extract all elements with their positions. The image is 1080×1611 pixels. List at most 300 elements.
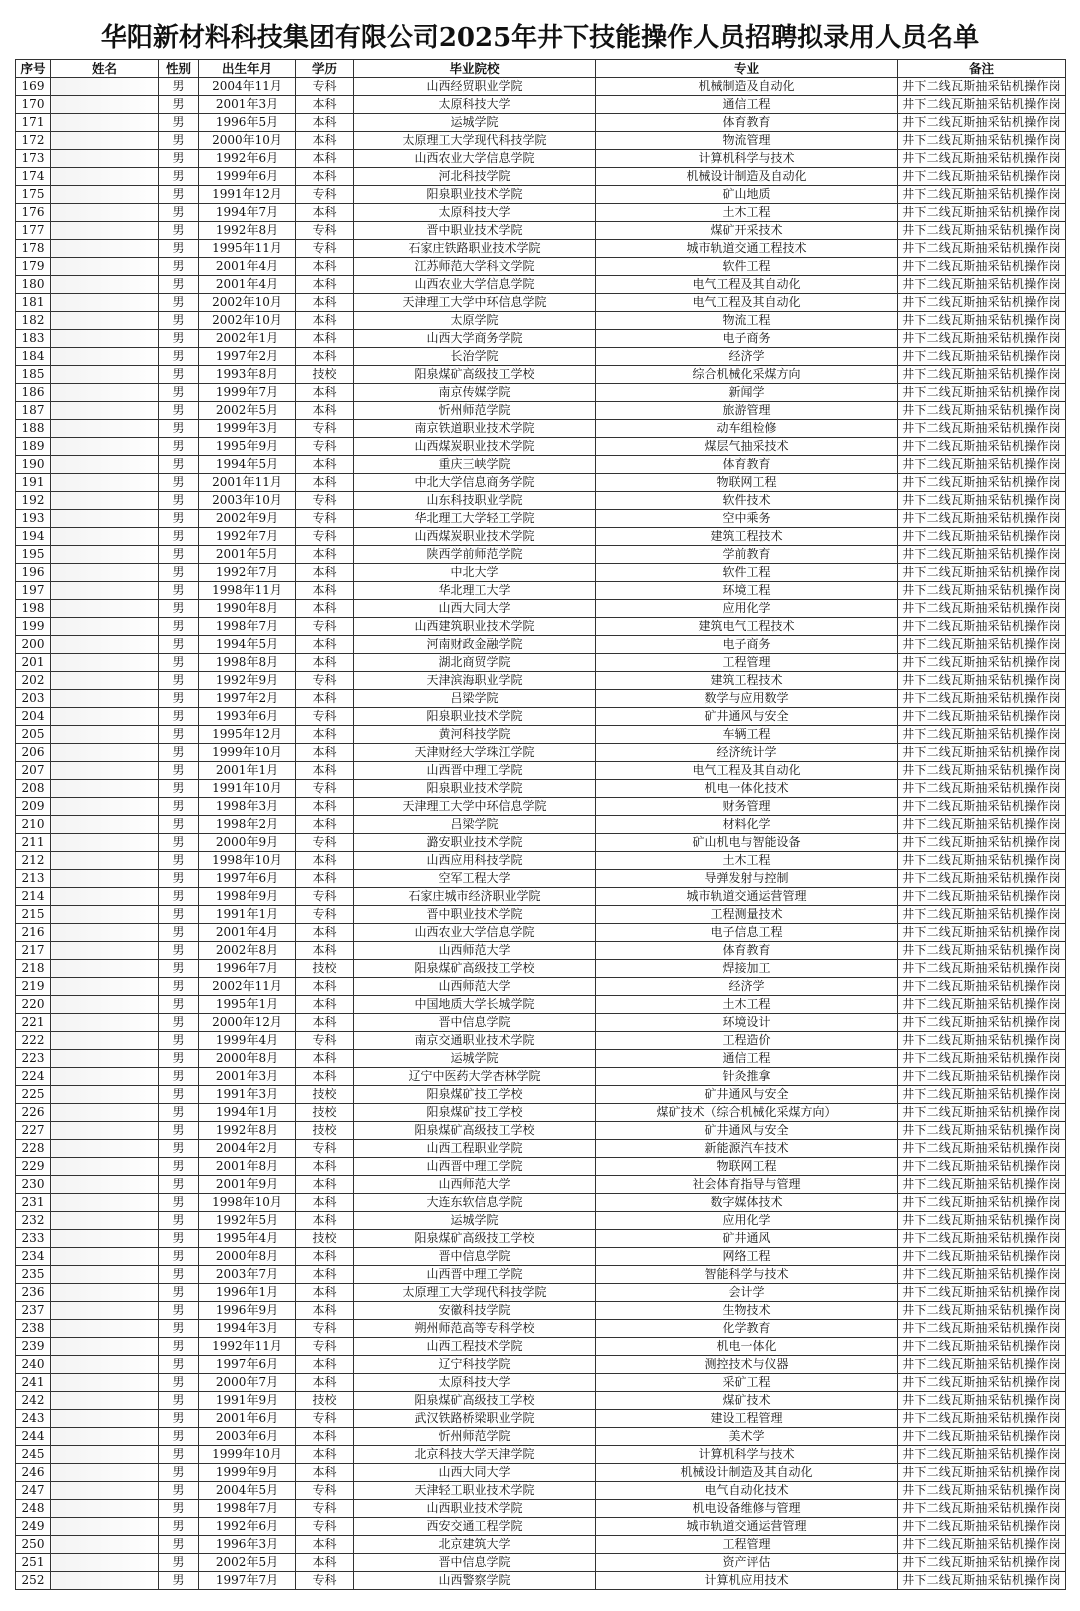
cell-name-redacted	[51, 852, 159, 870]
cell-remark: 井下二线瓦斯抽采钻机操作岗	[898, 672, 1066, 690]
cell-gender: 男	[159, 1302, 199, 1320]
cell-major: 生物技术	[596, 1302, 898, 1320]
cell-education: 本科	[296, 1284, 354, 1302]
cell-school: 江苏师范大学科文学院	[354, 258, 596, 276]
cell-major: 化学教育	[596, 1320, 898, 1338]
cell-name-redacted	[51, 978, 159, 996]
cell-education: 本科	[296, 762, 354, 780]
cell-education: 本科	[296, 348, 354, 366]
table-row	[16, 1464, 1066, 1482]
cell-birth-date: 1991年10月	[199, 780, 296, 798]
cell-gender: 男	[159, 978, 199, 996]
header-serial: 序号	[16, 60, 51, 78]
cell-education: 专科	[296, 906, 354, 924]
cell-gender: 男	[159, 348, 199, 366]
table-row	[16, 240, 1066, 258]
cell-gender: 男	[159, 438, 199, 456]
cell-remark: 井下二线瓦斯抽采钻机操作岗	[898, 618, 1066, 636]
cell-serial: 212	[16, 852, 51, 870]
cell-birth-date: 1999年6月	[199, 168, 296, 186]
cell-gender: 男	[159, 1014, 199, 1032]
cell-education: 本科	[296, 294, 354, 312]
cell-name-redacted	[51, 1392, 159, 1410]
table-row	[16, 564, 1066, 582]
cell-name-redacted	[51, 1572, 159, 1590]
table-row	[16, 1338, 1066, 1356]
cell-school: 天津财经大学珠江学院	[354, 744, 596, 762]
cell-gender: 男	[159, 366, 199, 384]
cell-name-redacted	[51, 294, 159, 312]
table-row	[16, 1050, 1066, 1068]
cell-serial: 175	[16, 186, 51, 204]
cell-school: 吕梁学院	[354, 690, 596, 708]
cell-major: 工程测量技术	[596, 906, 898, 924]
cell-birth-date: 2001年8月	[199, 1158, 296, 1176]
cell-education: 专科	[296, 708, 354, 726]
cell-birth-date: 1999年10月	[199, 744, 296, 762]
table-row	[16, 744, 1066, 762]
cell-gender: 男	[159, 1356, 199, 1374]
cell-major: 城市轨道交通工程技术	[596, 240, 898, 258]
cell-education: 本科	[296, 924, 354, 942]
cell-major: 工程管理	[596, 1536, 898, 1554]
cell-remark: 井下二线瓦斯抽采钻机操作岗	[898, 1248, 1066, 1266]
cell-serial: 233	[16, 1230, 51, 1248]
cell-major: 电子商务	[596, 330, 898, 348]
cell-gender: 男	[159, 654, 199, 672]
cell-birth-date: 2001年4月	[199, 276, 296, 294]
cell-birth-date: 1994年3月	[199, 1320, 296, 1338]
cell-serial: 187	[16, 402, 51, 420]
table-row	[16, 1572, 1066, 1590]
cell-birth-date: 1993年6月	[199, 708, 296, 726]
cell-major: 建筑电气工程技术	[596, 618, 898, 636]
table-row	[16, 726, 1066, 744]
table-row	[16, 1122, 1066, 1140]
cell-gender: 男	[159, 1230, 199, 1248]
cell-major: 机械制造及自动化	[596, 78, 898, 96]
cell-major: 煤矿技术（综合机械化采煤方向）	[596, 1104, 898, 1122]
cell-major: 会计学	[596, 1284, 898, 1302]
cell-major: 工程造价	[596, 1032, 898, 1050]
cell-gender: 男	[159, 114, 199, 132]
cell-serial: 182	[16, 312, 51, 330]
cell-gender: 男	[159, 1410, 199, 1428]
cell-education: 专科	[296, 528, 354, 546]
cell-gender: 男	[159, 330, 199, 348]
cell-name-redacted	[51, 1374, 159, 1392]
cell-education: 专科	[296, 1032, 354, 1050]
cell-school: 山西农业大学信息学院	[354, 150, 596, 168]
cell-serial: 200	[16, 636, 51, 654]
cell-remark: 井下二线瓦斯抽采钻机操作岗	[898, 96, 1066, 114]
cell-remark: 井下二线瓦斯抽采钻机操作岗	[898, 708, 1066, 726]
cell-name-redacted	[51, 510, 159, 528]
cell-school: 山西警察学院	[354, 1572, 596, 1590]
cell-major: 电子商务	[596, 636, 898, 654]
cell-birth-date: 1998年10月	[199, 1194, 296, 1212]
cell-serial: 180	[16, 276, 51, 294]
cell-education: 技校	[296, 1392, 354, 1410]
cell-birth-date: 2001年4月	[199, 258, 296, 276]
cell-serial: 220	[16, 996, 51, 1014]
cell-major: 电气工程及其自动化	[596, 762, 898, 780]
cell-major: 计算机科学与技术	[596, 1446, 898, 1464]
cell-remark: 井下二线瓦斯抽采钻机操作岗	[898, 1518, 1066, 1536]
cell-birth-date: 1991年3月	[199, 1086, 296, 1104]
cell-major: 工程管理	[596, 654, 898, 672]
cell-serial: 225	[16, 1086, 51, 1104]
cell-school: 石家庄城市经济职业学院	[354, 888, 596, 906]
cell-major: 矿井通风	[596, 1230, 898, 1248]
cell-school: 河北科技学院	[354, 168, 596, 186]
table-row	[16, 816, 1066, 834]
cell-major: 通信工程	[596, 96, 898, 114]
table-row	[16, 1014, 1066, 1032]
cell-gender: 男	[159, 1284, 199, 1302]
cell-birth-date: 2003年7月	[199, 1266, 296, 1284]
cell-serial: 228	[16, 1140, 51, 1158]
table-row	[16, 1230, 1066, 1248]
cell-school: 山西农业大学信息学院	[354, 924, 596, 942]
cell-gender: 男	[159, 1446, 199, 1464]
cell-school: 山西煤炭职业技术学院	[354, 528, 596, 546]
cell-name-redacted	[51, 834, 159, 852]
table-body	[16, 78, 1066, 1590]
cell-major: 城市轨道交通运营管理	[596, 888, 898, 906]
table-row	[16, 528, 1066, 546]
cell-education: 本科	[296, 1428, 354, 1446]
cell-education: 专科	[296, 1518, 354, 1536]
cell-education: 本科	[296, 456, 354, 474]
cell-remark: 井下二线瓦斯抽采钻机操作岗	[898, 366, 1066, 384]
cell-gender: 男	[159, 924, 199, 942]
cell-remark: 井下二线瓦斯抽采钻机操作岗	[898, 1554, 1066, 1572]
cell-school: 山西煤炭职业技术学院	[354, 438, 596, 456]
cell-gender: 男	[159, 1176, 199, 1194]
table-row	[16, 960, 1066, 978]
cell-birth-date: 1995年9月	[199, 438, 296, 456]
cell-school: 山西应用科技学院	[354, 852, 596, 870]
cell-major: 电气自动化技术	[596, 1482, 898, 1500]
cell-remark: 井下二线瓦斯抽采钻机操作岗	[898, 1320, 1066, 1338]
cell-education: 专科	[296, 1338, 354, 1356]
cell-remark: 井下二线瓦斯抽采钻机操作岗	[898, 654, 1066, 672]
cell-birth-date: 1997年6月	[199, 870, 296, 888]
cell-serial: 221	[16, 1014, 51, 1032]
cell-birth-date: 1996年3月	[199, 1536, 296, 1554]
cell-serial: 193	[16, 510, 51, 528]
cell-education: 专科	[296, 186, 354, 204]
cell-school: 山东科技职业学院	[354, 492, 596, 510]
cell-birth-date: 1997年7月	[199, 1572, 296, 1590]
cell-school: 西安交通工程学院	[354, 1518, 596, 1536]
cell-education: 本科	[296, 564, 354, 582]
cell-birth-date: 2001年9月	[199, 1176, 296, 1194]
cell-gender: 男	[159, 1320, 199, 1338]
cell-name-redacted	[51, 1464, 159, 1482]
cell-name-redacted	[51, 1266, 159, 1284]
cell-major: 动车组检修	[596, 420, 898, 438]
cell-school: 晋中信息学院	[354, 1014, 596, 1032]
cell-major: 采矿工程	[596, 1374, 898, 1392]
cell-education: 技校	[296, 1230, 354, 1248]
cell-serial: 170	[16, 96, 51, 114]
cell-gender: 男	[159, 1428, 199, 1446]
cell-school: 山西工程职业学院	[354, 1140, 596, 1158]
cell-education: 本科	[296, 1050, 354, 1068]
cell-name-redacted	[51, 708, 159, 726]
cell-major: 矿井通风与安全	[596, 1086, 898, 1104]
cell-birth-date: 2001年4月	[199, 924, 296, 942]
cell-remark: 井下二线瓦斯抽采钻机操作岗	[898, 546, 1066, 564]
cell-remark: 井下二线瓦斯抽采钻机操作岗	[898, 744, 1066, 762]
cell-birth-date: 1990年8月	[199, 600, 296, 618]
table-row	[16, 906, 1066, 924]
cell-education: 技校	[296, 1122, 354, 1140]
cell-birth-date: 2000年9月	[199, 834, 296, 852]
cell-major: 物流管理	[596, 132, 898, 150]
cell-gender: 男	[159, 762, 199, 780]
table-row	[16, 1392, 1066, 1410]
cell-education: 本科	[296, 168, 354, 186]
cell-school: 天津理工大学中环信息学院	[354, 798, 596, 816]
cell-birth-date: 1998年7月	[199, 1500, 296, 1518]
cell-school: 天津轻工职业技术学院	[354, 1482, 596, 1500]
cell-birth-date: 1991年9月	[199, 1392, 296, 1410]
table-row	[16, 852, 1066, 870]
cell-major: 体育教育	[596, 942, 898, 960]
cell-school: 运城学院	[354, 1050, 596, 1068]
cell-birth-date: 2001年11月	[199, 474, 296, 492]
table-row	[16, 330, 1066, 348]
cell-remark: 井下二线瓦斯抽采钻机操作岗	[898, 942, 1066, 960]
cell-remark: 井下二线瓦斯抽采钻机操作岗	[898, 330, 1066, 348]
table-row	[16, 1158, 1066, 1176]
table-row	[16, 420, 1066, 438]
cell-serial: 232	[16, 1212, 51, 1230]
cell-birth-date: 2001年6月	[199, 1410, 296, 1428]
cell-education: 技校	[296, 960, 354, 978]
table-row	[16, 1086, 1066, 1104]
cell-gender: 男	[159, 1536, 199, 1554]
cell-serial: 219	[16, 978, 51, 996]
cell-remark: 井下二线瓦斯抽采钻机操作岗	[898, 1086, 1066, 1104]
cell-school: 阳泉煤矿高级技工学校	[354, 960, 596, 978]
cell-serial: 213	[16, 870, 51, 888]
cell-education: 本科	[296, 1302, 354, 1320]
cell-birth-date: 1992年5月	[199, 1212, 296, 1230]
cell-major: 环境设计	[596, 1014, 898, 1032]
cell-name-redacted	[51, 996, 159, 1014]
cell-education: 本科	[296, 114, 354, 132]
cell-school: 天津理工大学中环信息学院	[354, 294, 596, 312]
cell-remark: 井下二线瓦斯抽采钻机操作岗	[898, 1194, 1066, 1212]
cell-major: 建设工程管理	[596, 1410, 898, 1428]
cell-gender: 男	[159, 456, 199, 474]
cell-gender: 男	[159, 1212, 199, 1230]
cell-education: 专科	[296, 780, 354, 798]
cell-remark: 井下二线瓦斯抽采钻机操作岗	[898, 1464, 1066, 1482]
cell-gender: 男	[159, 384, 199, 402]
cell-name-redacted	[51, 1032, 159, 1050]
cell-name-redacted	[51, 1302, 159, 1320]
cell-birth-date: 2002年11月	[199, 978, 296, 996]
cell-birth-date: 2001年1月	[199, 762, 296, 780]
cell-birth-date: 2002年5月	[199, 1554, 296, 1572]
cell-school: 华北理工大学	[354, 582, 596, 600]
cell-remark: 井下二线瓦斯抽采钻机操作岗	[898, 726, 1066, 744]
cell-birth-date: 1996年7月	[199, 960, 296, 978]
cell-birth-date: 2002年1月	[199, 330, 296, 348]
cell-major: 土木工程	[596, 996, 898, 1014]
cell-serial: 248	[16, 1500, 51, 1518]
cell-education: 专科	[296, 1482, 354, 1500]
cell-major: 计算机科学与技术	[596, 150, 898, 168]
cell-gender: 男	[159, 492, 199, 510]
cell-major: 车辆工程	[596, 726, 898, 744]
cell-name-redacted	[51, 690, 159, 708]
cell-remark: 井下二线瓦斯抽采钻机操作岗	[898, 780, 1066, 798]
cell-remark: 井下二线瓦斯抽采钻机操作岗	[898, 1122, 1066, 1140]
table-row	[16, 366, 1066, 384]
header-name: 姓名	[51, 60, 159, 78]
table-row	[16, 456, 1066, 474]
cell-serial: 171	[16, 114, 51, 132]
table-row	[16, 1176, 1066, 1194]
cell-name-redacted	[51, 780, 159, 798]
cell-major: 焊接加工	[596, 960, 898, 978]
cell-education: 本科	[296, 1446, 354, 1464]
table-row	[16, 978, 1066, 996]
cell-remark: 井下二线瓦斯抽采钻机操作岗	[898, 474, 1066, 492]
table-row	[16, 996, 1066, 1014]
cell-school: 晋中职业技术学院	[354, 906, 596, 924]
cell-major: 矿井通风与安全	[596, 708, 898, 726]
cell-school: 大连东软信息学院	[354, 1194, 596, 1212]
cell-name-redacted	[51, 1500, 159, 1518]
cell-school: 阳泉职业技术学院	[354, 186, 596, 204]
cell-name-redacted	[51, 636, 159, 654]
cell-birth-date: 1997年6月	[199, 1356, 296, 1374]
cell-remark: 井下二线瓦斯抽采钻机操作岗	[898, 816, 1066, 834]
cell-serial: 188	[16, 420, 51, 438]
cell-birth-date: 1992年9月	[199, 672, 296, 690]
cell-major: 空中乘务	[596, 510, 898, 528]
cell-serial: 227	[16, 1122, 51, 1140]
cell-school: 山西职业技术学院	[354, 1500, 596, 1518]
cell-birth-date: 1999年7月	[199, 384, 296, 402]
cell-birth-date: 1998年3月	[199, 798, 296, 816]
cell-serial: 247	[16, 1482, 51, 1500]
cell-gender: 男	[159, 1572, 199, 1590]
cell-education: 专科	[296, 510, 354, 528]
cell-name-redacted	[51, 420, 159, 438]
cell-education: 本科	[296, 852, 354, 870]
cell-birth-date: 1992年8月	[199, 1122, 296, 1140]
cell-remark: 井下二线瓦斯抽采钻机操作岗	[898, 1356, 1066, 1374]
cell-name-redacted	[51, 78, 159, 96]
cell-education: 专科	[296, 834, 354, 852]
cell-serial: 179	[16, 258, 51, 276]
cell-gender: 男	[159, 582, 199, 600]
document-title: 华阳新材料科技集团有限公司2025年井下技能操作人员招聘拟录用人员名单	[100, 23, 980, 53]
cell-school: 石家庄铁路职业技术学院	[354, 240, 596, 258]
cell-birth-date: 1998年11月	[199, 582, 296, 600]
cell-education: 本科	[296, 330, 354, 348]
cell-birth-date: 2000年12月	[199, 1014, 296, 1032]
cell-remark: 井下二线瓦斯抽采钻机操作岗	[898, 924, 1066, 942]
cell-major: 机电一体化	[596, 1338, 898, 1356]
cell-school: 朔州师范高等专科学校	[354, 1320, 596, 1338]
cell-school: 太原科技大学	[354, 96, 596, 114]
table-row	[16, 1374, 1066, 1392]
cell-major: 机械设计制造及自动化	[596, 168, 898, 186]
table-row	[16, 186, 1066, 204]
cell-gender: 男	[159, 798, 199, 816]
cell-birth-date: 1992年7月	[199, 564, 296, 582]
cell-name-redacted	[51, 96, 159, 114]
cell-school: 潞安职业技术学院	[354, 834, 596, 852]
cell-name-redacted	[51, 654, 159, 672]
cell-gender: 男	[159, 636, 199, 654]
cell-birth-date: 2002年10月	[199, 294, 296, 312]
cell-education: 本科	[296, 816, 354, 834]
cell-remark: 井下二线瓦斯抽采钻机操作岗	[898, 402, 1066, 420]
cell-education: 专科	[296, 1140, 354, 1158]
cell-education: 本科	[296, 474, 354, 492]
cell-education: 专科	[296, 672, 354, 690]
cell-birth-date: 2003年10月	[199, 492, 296, 510]
cell-birth-date: 1992年7月	[199, 528, 296, 546]
cell-remark: 井下二线瓦斯抽采钻机操作岗	[898, 762, 1066, 780]
cell-major: 机械设计制造及其自动化	[596, 1464, 898, 1482]
cell-gender: 男	[159, 294, 199, 312]
cell-birth-date: 2003年6月	[199, 1428, 296, 1446]
cell-name-redacted	[51, 384, 159, 402]
cell-serial: 229	[16, 1158, 51, 1176]
cell-major: 机电一体化技术	[596, 780, 898, 798]
cell-serial: 252	[16, 1572, 51, 1590]
cell-serial: 202	[16, 672, 51, 690]
cell-name-redacted	[51, 1554, 159, 1572]
cell-school: 晋中信息学院	[354, 1248, 596, 1266]
cell-birth-date: 1991年12月	[199, 186, 296, 204]
cell-name-redacted	[51, 330, 159, 348]
cell-name-redacted	[51, 1338, 159, 1356]
cell-birth-date: 1996年1月	[199, 1284, 296, 1302]
cell-name-redacted	[51, 276, 159, 294]
cell-name-redacted	[51, 1284, 159, 1302]
cell-remark: 井下二线瓦斯抽采钻机操作岗	[898, 1176, 1066, 1194]
cell-remark: 井下二线瓦斯抽采钻机操作岗	[898, 132, 1066, 150]
cell-serial: 237	[16, 1302, 51, 1320]
table-row	[16, 1500, 1066, 1518]
cell-serial: 204	[16, 708, 51, 726]
cell-gender: 男	[159, 726, 199, 744]
table-row	[16, 348, 1066, 366]
cell-school: 阳泉煤矿高级技工学校	[354, 1230, 596, 1248]
table-row	[16, 1266, 1066, 1284]
table-row	[16, 708, 1066, 726]
cell-gender: 男	[159, 672, 199, 690]
cell-remark: 井下二线瓦斯抽采钻机操作岗	[898, 636, 1066, 654]
cell-school: 山西大同大学	[354, 1464, 596, 1482]
cell-education: 本科	[296, 1212, 354, 1230]
cell-gender: 男	[159, 816, 199, 834]
cell-gender: 男	[159, 888, 199, 906]
cell-remark: 井下二线瓦斯抽采钻机操作岗	[898, 1428, 1066, 1446]
